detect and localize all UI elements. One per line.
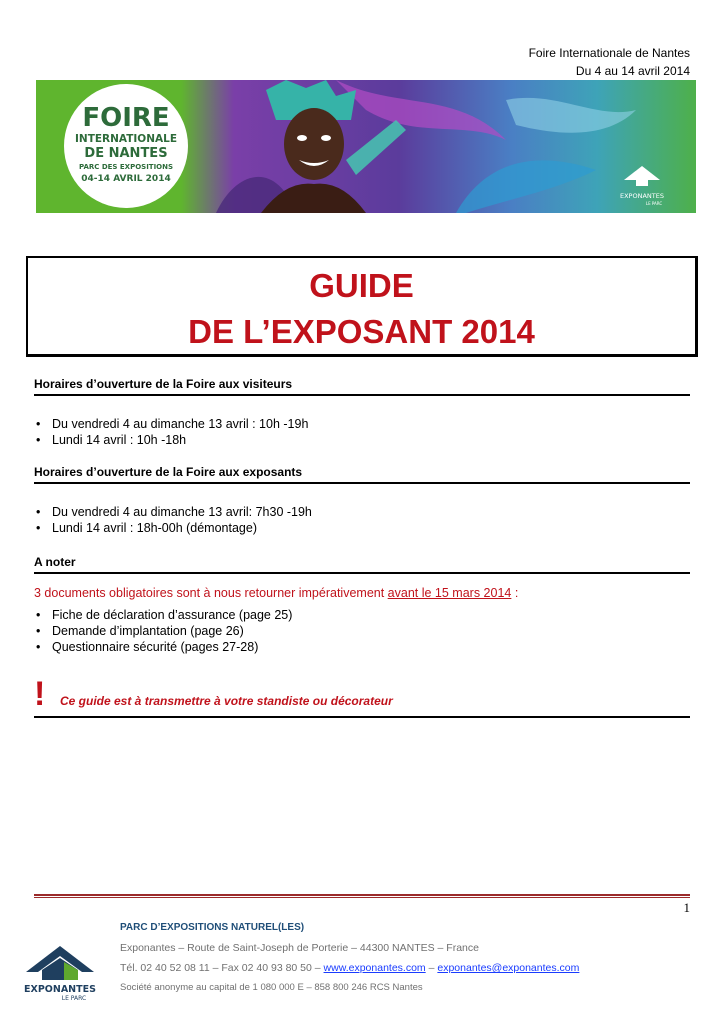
footer-org: PARC D’EXPOSITIONS NATUREL(LES) bbox=[120, 922, 305, 933]
exclamation-icon: ! bbox=[34, 675, 46, 713]
exhibitors-hours-list bbox=[36, 504, 312, 536]
visitors-hours-list bbox=[36, 416, 308, 448]
footer-contact bbox=[120, 918, 579, 998]
page-number: 1 bbox=[683, 900, 690, 915]
mandatory-documents-list bbox=[36, 607, 292, 655]
visitors-heading: Horaires d’ouverture de la Foire aux visiteurs bbox=[34, 377, 690, 396]
website-link[interactable]: www.exponantes.com bbox=[323, 962, 426, 974]
exponantes-logo bbox=[22, 932, 98, 1002]
list-item: • Du vendredi 4 au dimanche 13 avril: 7h30 -19h bbox=[36, 504, 312, 520]
list-item: • Demande d’implantation (page 26) bbox=[36, 623, 292, 639]
title-line-1: GUIDE bbox=[309, 267, 414, 304]
footer-address: Exponantes – Route de Saint-Joseph de Porterie – 44300 NANTES – France bbox=[120, 942, 479, 954]
list-item: • Du vendredi 4 au dimanche 13 avril : 10h -19h bbox=[36, 416, 308, 432]
logo-line2: INTERNATIONALE bbox=[75, 133, 177, 145]
event-banner bbox=[36, 80, 696, 213]
note-text-before: 3 documents obligatoires sont à nous retourner impérativement bbox=[34, 586, 388, 600]
mandatory-documents-note bbox=[34, 586, 518, 600]
title-line-2: DE L’EXPOSANT 2014 bbox=[188, 313, 535, 350]
footer-logo-text: EXPONANTES bbox=[24, 984, 96, 995]
logo-line4: PARC DES EXPOSITIONS bbox=[78, 163, 174, 171]
note-heading: A noter bbox=[34, 555, 690, 574]
footer-divider bbox=[34, 894, 690, 898]
event-header bbox=[529, 44, 690, 80]
note-deadline: avant le 15 mars 2014 bbox=[387, 586, 512, 600]
note-text-after: : bbox=[511, 586, 519, 600]
footer-legal: Société anonyme au capital de 1 080 000 E – 858 800 246 RCS Nantes bbox=[120, 982, 423, 993]
warning-banner bbox=[34, 676, 690, 718]
footer-sep: – bbox=[425, 962, 438, 974]
logo-line5: 04-14 AVRIL 2014 bbox=[81, 174, 171, 184]
logo-line1: FOIRE bbox=[82, 103, 170, 133]
warning-text: Ce guide est à transmettre à votre standiste ou décorateur bbox=[60, 694, 393, 708]
exhibitors-heading: Horaires d’ouverture de la Foire aux exposants bbox=[34, 465, 690, 484]
list-item: • Fiche de déclaration d’assurance (page 25) bbox=[36, 607, 292, 623]
logo-line3: DE NANTES bbox=[84, 146, 168, 161]
footer-phone: Tél. 02 40 52 08 11 – Fax 02 40 93 80 50 – bbox=[120, 962, 324, 974]
list-item: • Questionnaire sécurité (pages 27-28) bbox=[36, 639, 292, 655]
list-item: • Lundi 14 avril : 18h-00h (démontage) bbox=[36, 520, 312, 536]
event-dates: Du 4 au 14 avril 2014 bbox=[575, 64, 690, 78]
email-link[interactable]: exponantes@exponantes.com bbox=[437, 962, 580, 974]
event-name: Foire Internationale de Nantes bbox=[528, 46, 690, 60]
banner-brand: EXPONANTES bbox=[620, 192, 664, 200]
foire-logo bbox=[64, 84, 188, 208]
footer-phone-line bbox=[120, 958, 579, 978]
banner-brand-sub: LE PARC bbox=[645, 201, 663, 206]
title-box bbox=[26, 256, 698, 357]
list-item: • Lundi 14 avril : 10h -18h bbox=[36, 432, 308, 448]
footer-logo-sub: LE PARC bbox=[61, 995, 87, 1002]
